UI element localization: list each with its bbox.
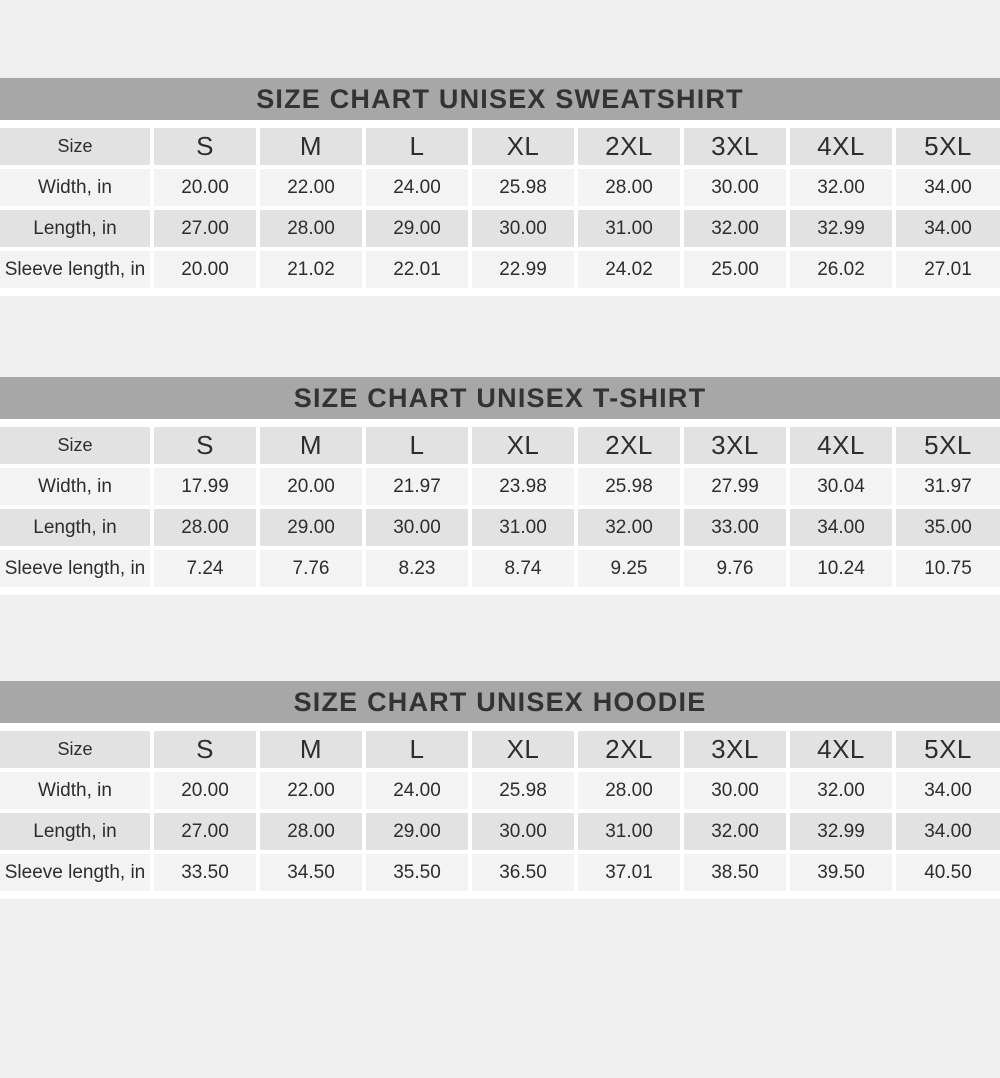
sweatshirt-title-bar (0, 78, 1000, 120)
size-column-header: 5XL (894, 126, 1000, 167)
measurement-value: 30.00 (470, 811, 576, 852)
measurement-value: 30.00 (470, 208, 576, 249)
size-column-header: XL (470, 729, 576, 770)
measurement-value: 32.00 (682, 208, 788, 249)
measurement-row (0, 507, 1000, 548)
size-header-row (0, 126, 1000, 167)
measurement-row (0, 548, 1000, 589)
measurement-label: Width, in (0, 770, 152, 811)
measurement-value: 32.99 (788, 811, 894, 852)
size-column-header: L (364, 729, 470, 770)
size-column-header: L (364, 126, 470, 167)
measurement-label: Width, in (0, 167, 152, 208)
measurement-value: 37.01 (576, 852, 682, 893)
measurement-value: 26.02 (788, 249, 894, 290)
measurement-value: 35.00 (894, 507, 1000, 548)
tshirt-table-wrap (0, 419, 1000, 595)
measurement-row (0, 249, 1000, 290)
measurement-label: Sleeve length, in (0, 852, 152, 893)
measurement-value: 8.74 (470, 548, 576, 589)
measurement-label: Length, in (0, 811, 152, 852)
measurement-label: Sleeve length, in (0, 249, 152, 290)
measurement-value: 29.00 (258, 507, 364, 548)
measurement-value: 27.00 (152, 811, 258, 852)
size-column-header: L (364, 425, 470, 466)
measurement-value: 35.50 (364, 852, 470, 893)
measurement-value: 31.00 (576, 811, 682, 852)
hoodie-title-bar (0, 681, 1000, 723)
size-corner-header: Size (0, 425, 152, 466)
measurement-value: 27.01 (894, 249, 1000, 290)
measurement-label: Length, in (0, 208, 152, 249)
measurement-value: 7.76 (258, 548, 364, 589)
measurement-value: 40.50 (894, 852, 1000, 893)
measurement-row (0, 208, 1000, 249)
measurement-value: 34.00 (788, 507, 894, 548)
size-column-header: 2XL (576, 126, 682, 167)
measurement-value: 29.00 (364, 811, 470, 852)
measurement-row (0, 466, 1000, 507)
size-column-header: 2XL (576, 425, 682, 466)
measurement-value: 27.99 (682, 466, 788, 507)
size-column-header: 3XL (682, 126, 788, 167)
measurement-value: 22.00 (258, 167, 364, 208)
measurement-label: Length, in (0, 507, 152, 548)
measurement-value: 9.25 (576, 548, 682, 589)
size-column-header: XL (470, 425, 576, 466)
sweatshirt-size-table (0, 124, 1000, 292)
size-column-header: 5XL (894, 729, 1000, 770)
measurement-value: 20.00 (152, 770, 258, 811)
measurement-value: 38.50 (682, 852, 788, 893)
hoodie-size-table (0, 727, 1000, 895)
chart-title: SIZE CHART UNISEX T-SHIRT (293, 382, 707, 413)
measurement-value: 22.01 (364, 249, 470, 290)
measurement-value: 28.00 (152, 507, 258, 548)
measurement-value: 10.24 (788, 548, 894, 589)
measurement-value: 30.00 (682, 167, 788, 208)
measurement-value: 28.00 (258, 208, 364, 249)
measurement-value: 25.98 (470, 770, 576, 811)
measurement-value: 34.00 (894, 167, 1000, 208)
size-corner-header: Size (0, 126, 152, 167)
measurement-value: 10.75 (894, 548, 1000, 589)
measurement-value: 33.50 (152, 852, 258, 893)
measurement-value: 24.00 (364, 770, 470, 811)
tshirt-size-chart (0, 377, 1000, 595)
tshirt-size-table (0, 423, 1000, 591)
measurement-value: 32.00 (682, 811, 788, 852)
size-column-header: S (152, 126, 258, 167)
measurement-value: 25.00 (682, 249, 788, 290)
measurement-value: 32.00 (576, 507, 682, 548)
measurement-row (0, 770, 1000, 811)
size-column-header: 3XL (682, 729, 788, 770)
measurement-value: 28.00 (576, 770, 682, 811)
measurement-value: 22.00 (258, 770, 364, 811)
measurement-value: 32.00 (788, 770, 894, 811)
size-column-header: M (258, 425, 364, 466)
measurement-row (0, 811, 1000, 852)
size-header-row (0, 729, 1000, 770)
measurement-value: 30.00 (682, 770, 788, 811)
tshirt-title-bar (0, 377, 1000, 419)
measurement-value: 31.00 (576, 208, 682, 249)
measurement-value: 32.00 (788, 167, 894, 208)
measurement-value: 21.02 (258, 249, 364, 290)
measurement-value: 9.76 (682, 548, 788, 589)
measurement-value: 24.00 (364, 167, 470, 208)
measurement-value: 8.23 (364, 548, 470, 589)
measurement-value: 34.00 (894, 208, 1000, 249)
measurement-value: 31.00 (470, 507, 576, 548)
measurement-value: 32.99 (788, 208, 894, 249)
measurement-value: 25.98 (470, 167, 576, 208)
measurement-value: 20.00 (258, 466, 364, 507)
measurement-value: 22.99 (470, 249, 576, 290)
measurement-value: 20.00 (152, 249, 258, 290)
size-header-row (0, 425, 1000, 466)
measurement-row (0, 852, 1000, 893)
size-column-header: M (258, 729, 364, 770)
size-corner-header: Size (0, 729, 152, 770)
measurement-value: 36.50 (470, 852, 576, 893)
sweatshirt-size-chart (0, 78, 1000, 296)
measurement-value: 24.02 (576, 249, 682, 290)
measurement-value: 25.98 (576, 466, 682, 507)
measurement-value: 7.24 (152, 548, 258, 589)
size-column-header: 4XL (788, 729, 894, 770)
hoodie-table-wrap (0, 723, 1000, 899)
size-column-header: S (152, 729, 258, 770)
measurement-value: 30.00 (364, 507, 470, 548)
measurement-value: 29.00 (364, 208, 470, 249)
size-column-header: 3XL (682, 425, 788, 466)
chart-title: SIZE CHART UNISEX HOODIE (293, 686, 707, 717)
measurement-value: 34.00 (894, 770, 1000, 811)
measurement-value: 33.00 (682, 507, 788, 548)
measurement-value: 34.00 (894, 811, 1000, 852)
size-column-header: 4XL (788, 126, 894, 167)
size-column-header: 5XL (894, 425, 1000, 466)
measurement-value: 27.00 (152, 208, 258, 249)
measurement-value: 31.97 (894, 466, 1000, 507)
measurement-value: 23.98 (470, 466, 576, 507)
size-column-header: 2XL (576, 729, 682, 770)
sweatshirt-table-wrap (0, 120, 1000, 296)
chart-title: SIZE CHART UNISEX SWEATSHIRT (256, 83, 744, 114)
size-charts-page (0, 78, 1000, 899)
measurement-value: 28.00 (576, 167, 682, 208)
measurement-row (0, 167, 1000, 208)
measurement-value: 28.00 (258, 811, 364, 852)
measurement-value: 20.00 (152, 167, 258, 208)
size-column-header: XL (470, 126, 576, 167)
measurement-value: 17.99 (152, 466, 258, 507)
measurement-label: Sleeve length, in (0, 548, 152, 589)
hoodie-size-chart (0, 681, 1000, 899)
measurement-value: 21.97 (364, 466, 470, 507)
measurement-label: Width, in (0, 466, 152, 507)
size-column-header: M (258, 126, 364, 167)
measurement-value: 30.04 (788, 466, 894, 507)
measurement-value: 34.50 (258, 852, 364, 893)
size-column-header: 4XL (788, 425, 894, 466)
measurement-value: 39.50 (788, 852, 894, 893)
size-column-header: S (152, 425, 258, 466)
